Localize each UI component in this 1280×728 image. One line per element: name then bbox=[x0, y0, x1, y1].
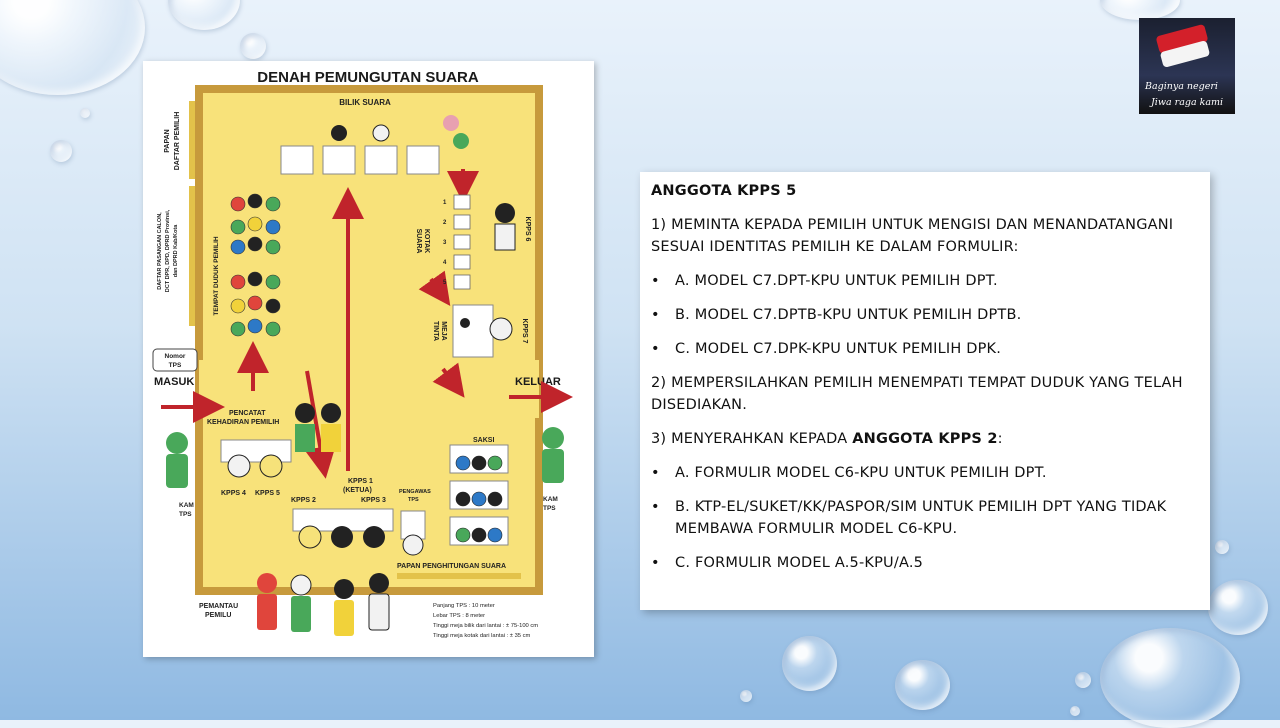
water-drop bbox=[740, 690, 752, 702]
pemantau-figure bbox=[369, 573, 389, 593]
kotak-number: 3 bbox=[443, 240, 447, 246]
water-drop bbox=[782, 636, 837, 691]
saksi-figure bbox=[488, 492, 502, 506]
kpps2-figure bbox=[299, 526, 321, 548]
saksi-figure bbox=[456, 456, 470, 470]
pemantau-label-1: PEMANTAU bbox=[199, 603, 239, 610]
list-item-text: B. MODEL C7.DPTB-KPU UNTUK PEMILIH DPTB. bbox=[675, 307, 1022, 323]
note-line: Lebar TPS : 8 meter bbox=[433, 613, 486, 619]
calon-label-2: DCT DPR, DPD, DPRD Provinsi, bbox=[165, 209, 171, 293]
voter-figure bbox=[295, 403, 315, 423]
kpps1-figure bbox=[331, 526, 353, 548]
pemantau-figure bbox=[334, 579, 354, 599]
list-item bbox=[651, 338, 1196, 360]
meja-label-2: TINTA bbox=[432, 320, 439, 342]
pencatat-label-1: PENCATAT bbox=[229, 410, 266, 417]
kpps3-label: KPPS 3 bbox=[361, 497, 386, 504]
pengawas-figure bbox=[403, 535, 423, 555]
seated-voter bbox=[248, 237, 262, 251]
logo-image bbox=[1139, 18, 1235, 114]
ballot-box bbox=[454, 215, 470, 229]
voter-figure bbox=[453, 133, 469, 149]
bullet: • bbox=[651, 465, 660, 481]
kotak-number: 1 bbox=[443, 200, 447, 206]
saksi-figure bbox=[488, 528, 502, 542]
calon-board bbox=[189, 186, 195, 326]
seated-voter bbox=[266, 299, 280, 313]
saksi-figure bbox=[456, 492, 470, 506]
kam-tps-left-1: KAM bbox=[179, 502, 194, 509]
water-drop bbox=[1100, 0, 1180, 20]
seated-voter bbox=[248, 194, 262, 208]
seated-voter bbox=[266, 240, 280, 254]
kam-tps-left-2: TPS bbox=[179, 511, 192, 518]
seated-voter bbox=[266, 220, 280, 234]
ballot-box bbox=[454, 235, 470, 249]
kam-tps-right-1: KAM bbox=[543, 496, 558, 503]
ballot-box bbox=[454, 255, 470, 269]
keluar-label: KELUAR bbox=[515, 376, 561, 388]
water-drop bbox=[1070, 706, 1080, 716]
bullet: • bbox=[651, 273, 660, 289]
kpps5-label: KPPS 5 bbox=[255, 490, 280, 497]
content-title: ANGGOTA KPPS 5 bbox=[651, 183, 797, 199]
saksi-figure bbox=[456, 528, 470, 542]
list-item bbox=[651, 552, 1196, 574]
kpps4-label: KPPS 4 bbox=[221, 490, 246, 497]
kam-tps-figure-right bbox=[542, 427, 564, 449]
kotak-label-2: SUARA bbox=[415, 228, 422, 254]
kam-tps-right-2: TPS bbox=[543, 505, 556, 512]
list-item bbox=[651, 462, 1196, 484]
kpps5-figure bbox=[260, 455, 282, 477]
water-drop bbox=[1208, 580, 1268, 635]
kpps6-label: KPPS 6 bbox=[524, 216, 531, 242]
saksi-figure bbox=[472, 492, 486, 506]
calon-label-3: dan DPRD Kab/Kota bbox=[173, 224, 179, 278]
seated-voter bbox=[266, 197, 280, 211]
note-line: Tinggi meja bilik dari lantai : ± 75-100 cm bbox=[433, 623, 539, 629]
p3-prefix: 3) MENYERAHKAN KEPADA bbox=[651, 431, 853, 447]
list-item bbox=[651, 270, 1196, 292]
note-line: Panjang TPS : 10 meter bbox=[433, 603, 495, 609]
saksi-figure bbox=[472, 528, 486, 542]
pemantau-body bbox=[369, 594, 389, 630]
meja-tinta-table bbox=[453, 305, 493, 357]
water-drop bbox=[1075, 672, 1091, 688]
seated-voter bbox=[231, 240, 245, 254]
pengawas-label-1: PENGAWAS bbox=[399, 489, 431, 495]
content-paragraph-1: 1) MEMINTA KEPADA PEMILIH UNTUK MENGISI DAN MENANDATANGANI SESUAI IDENTITAS PEMILIH KE DALAM FORMULIR: bbox=[651, 217, 1174, 255]
papan-label-2: DAFTAR PEMILIH bbox=[174, 111, 181, 171]
water-drop bbox=[168, 0, 240, 30]
water-drop bbox=[895, 660, 950, 710]
p3-bold: ANGGOTA KPPS 2 bbox=[852, 431, 998, 447]
voter-figure bbox=[373, 125, 389, 141]
water-drop bbox=[1215, 540, 1229, 554]
seated-voter bbox=[231, 322, 245, 336]
pencatat-label-2: KEHADIRAN PEMILIH bbox=[207, 419, 280, 426]
pemantau-body bbox=[334, 600, 354, 636]
pemantau-body bbox=[257, 594, 277, 630]
kpps2-label: KPPS 2 bbox=[291, 497, 316, 504]
meja-label-1: MEJA bbox=[440, 321, 447, 341]
kpps4-figure bbox=[228, 455, 250, 477]
pemantau-figure bbox=[291, 575, 311, 595]
bullet: • bbox=[651, 499, 660, 515]
logo-caption-1: Baginya negeri bbox=[1145, 81, 1218, 92]
papan-penghitungan-board bbox=[397, 573, 521, 579]
voting-booth bbox=[407, 146, 439, 174]
ballot-box bbox=[454, 275, 470, 289]
kpps3-figure bbox=[363, 526, 385, 548]
seated-voter bbox=[231, 220, 245, 234]
pengawas-label-2: TPS bbox=[408, 497, 419, 503]
pemantau-label-2: PEMILU bbox=[205, 612, 232, 619]
content-paragraph-2: 2) MEMPERSILAHKAN PEMILIH MENEMPATI TEMPAT DUDUK YANG TELAH DISEDIAKAN. bbox=[651, 375, 1183, 413]
list-item-text: B. KTP-EL/SUKET/KK/PASPOR/SIM UNTUK PEMILIH DPT YANG TIDAK MEMBAWA FORMULIR MODEL C6-KPU. bbox=[675, 499, 1167, 537]
bullet: • bbox=[651, 341, 660, 357]
voting-booth bbox=[281, 146, 313, 174]
ballot-box bbox=[454, 195, 470, 209]
tempat-duduk-label: TEMPAT DUDUK PEMILIH bbox=[213, 236, 220, 316]
list-item-text: A. FORMULIR MODEL C6-KPU UNTUK PEMILIH DPT. bbox=[675, 465, 1047, 481]
papan-label-1: PAPAN bbox=[164, 129, 171, 153]
pemantau-figure bbox=[257, 573, 277, 593]
kotak-label-1: KOTAK bbox=[423, 228, 430, 254]
seated-voter bbox=[248, 296, 262, 310]
kotak-number: 5 bbox=[443, 280, 447, 286]
seated-voter bbox=[266, 322, 280, 336]
floor-plan-image bbox=[143, 61, 594, 657]
voter-body bbox=[295, 424, 315, 452]
exit-gap bbox=[531, 360, 539, 418]
seated-voter bbox=[231, 197, 245, 211]
list-item-text: A. MODEL C7.DPT-KPU UNTUK PEMILIH DPT. bbox=[675, 273, 998, 289]
seated-voter bbox=[248, 319, 262, 333]
voter-figure bbox=[321, 403, 341, 423]
content-panel bbox=[640, 172, 1210, 610]
water-drop bbox=[1100, 628, 1240, 728]
ink-bottle bbox=[460, 318, 470, 328]
kpps6-figure bbox=[495, 203, 515, 223]
voting-booth bbox=[365, 146, 397, 174]
bullet: • bbox=[651, 307, 660, 323]
logo-caption-2: Jiwa raga kami bbox=[1151, 97, 1224, 108]
note-line: Tinggi meja kotak dari lantai : ± 35 cm bbox=[433, 633, 531, 639]
water-drop bbox=[0, 0, 145, 95]
kotak-number: 2 bbox=[443, 220, 447, 226]
pemantau-body bbox=[291, 596, 311, 632]
bullet: • bbox=[651, 555, 660, 571]
water-drop bbox=[50, 140, 72, 162]
plan-title: DENAH PEMUNGUTAN SUARA bbox=[257, 69, 479, 86]
entrance-gap bbox=[199, 360, 207, 418]
list-item-text: C. MODEL C7.DPK-KPU UNTUK PEMILIH DPK. bbox=[675, 341, 1002, 357]
kam-tps-body-left bbox=[166, 454, 188, 488]
calon-label-1: DAFTAR PASANGAN CALON, bbox=[157, 212, 163, 290]
water-drop bbox=[240, 33, 266, 59]
saksi-figure bbox=[472, 456, 486, 470]
saksi-figure bbox=[488, 456, 502, 470]
seated-voter bbox=[231, 299, 245, 313]
list-item-text: C. FORMULIR MODEL A.5-KPU/A.5 bbox=[675, 555, 924, 571]
kpps7-label: KPPS 7 bbox=[521, 318, 528, 344]
kam-tps-body-right bbox=[542, 449, 564, 483]
seated-voter bbox=[248, 217, 262, 231]
saksi-label: SAKSI bbox=[473, 437, 495, 444]
seated-voter bbox=[231, 275, 245, 289]
papan-board bbox=[189, 101, 195, 179]
papan-penghitungan-label: PAPAN PENGHITUNGAN SUARA bbox=[397, 563, 507, 570]
kpps7-figure bbox=[490, 318, 512, 340]
voter-body bbox=[321, 424, 341, 452]
voter-figure bbox=[443, 115, 459, 131]
kpps6-body bbox=[495, 224, 515, 250]
kpps1-label-2: (KETUA) bbox=[343, 487, 372, 494]
nomor-tps-label-2: TPS bbox=[168, 362, 182, 369]
p3-suffix: : bbox=[997, 431, 1003, 447]
voter-figure bbox=[331, 125, 347, 141]
list-item bbox=[651, 496, 1196, 540]
bilik-suara-label: BILIK SUARA bbox=[339, 98, 391, 107]
masuk-label: MASUK bbox=[154, 376, 195, 388]
list-item bbox=[651, 304, 1196, 326]
water-drop bbox=[80, 108, 90, 118]
voting-booth bbox=[323, 146, 355, 174]
seated-voter bbox=[266, 275, 280, 289]
seated-voter bbox=[248, 272, 262, 286]
kpps1-label-1: KPPS 1 bbox=[348, 478, 373, 485]
nomor-tps-label-1: Nomor bbox=[164, 353, 186, 360]
kotak-number: 4 bbox=[443, 260, 447, 266]
content-paragraph-3 bbox=[651, 428, 1196, 450]
kam-tps-figure-left bbox=[166, 432, 188, 454]
